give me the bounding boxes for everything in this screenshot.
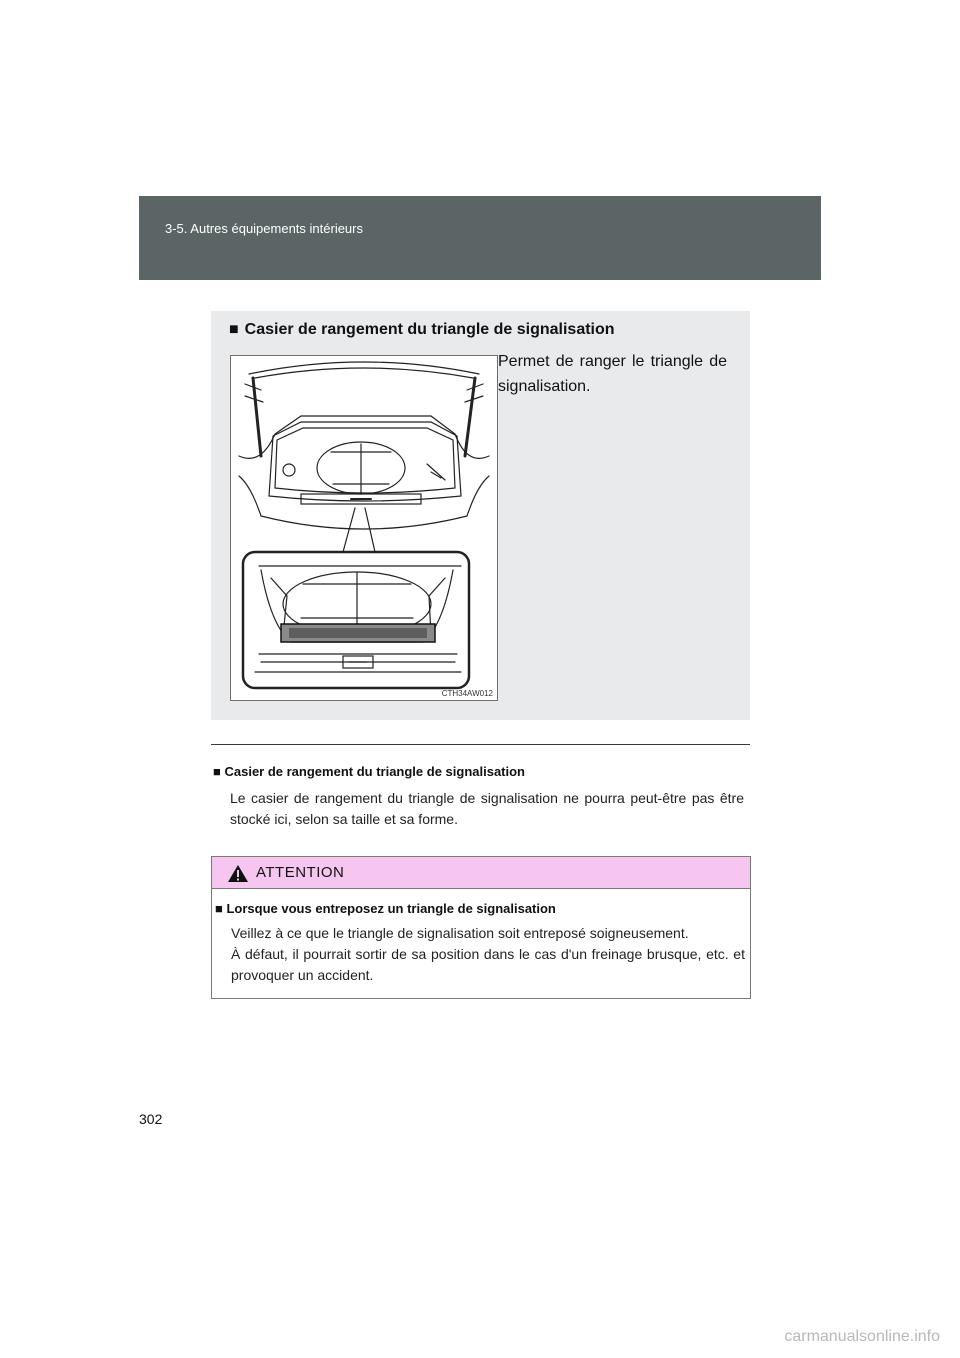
note-title-text: Casier de rangement du triangle de signalisation <box>224 764 526 779</box>
attention-header <box>212 857 750 889</box>
feature-panel <box>211 311 750 720</box>
section-divider <box>211 744 750 745</box>
breadcrumb: 3-5. Autres équipements intérieurs <box>165 221 363 236</box>
attention-line-2: À défaut, il pourrait sortir de sa position dans le cas d'un freinage brusque, etc. et provoquer un accident. <box>231 946 745 983</box>
attention-title <box>215 901 556 916</box>
chapter-header <box>139 196 821 280</box>
section-title <box>229 321 615 339</box>
section-title-text: Casier de rangement du triangle de signalisation <box>244 321 615 338</box>
trunk-illustration <box>230 355 498 701</box>
square-bullet-icon: ■ <box>213 764 221 779</box>
attention-body <box>231 923 745 986</box>
square-bullet-icon: ■ <box>229 321 239 338</box>
figure-code: CTH34AW012 <box>441 689 493 698</box>
watermark: carmanualsonline.info <box>784 1328 940 1345</box>
warning-triangle-icon <box>227 864 249 883</box>
attention-box <box>211 856 751 999</box>
attention-line-1: Veillez à ce que le triangle de signalisation soit entreposé soigneusement. <box>231 925 689 941</box>
page-number: 302 <box>139 1111 163 1127</box>
square-bullet-icon: ■ <box>215 901 223 916</box>
attention-title-text: Lorsque vous entreposez un triangle de signalisation <box>226 901 556 916</box>
trunk-drawing <box>231 356 497 700</box>
note-body: Le casier de rangement du triangle de signalisation ne pourra peut-être pas être stocké ici, selon sa taille et sa forme. <box>230 790 744 827</box>
note-title <box>213 764 525 779</box>
section-description: Permet de ranger le triangle de signalisation. <box>498 353 727 395</box>
attention-label: ATTENTION <box>256 864 345 881</box>
